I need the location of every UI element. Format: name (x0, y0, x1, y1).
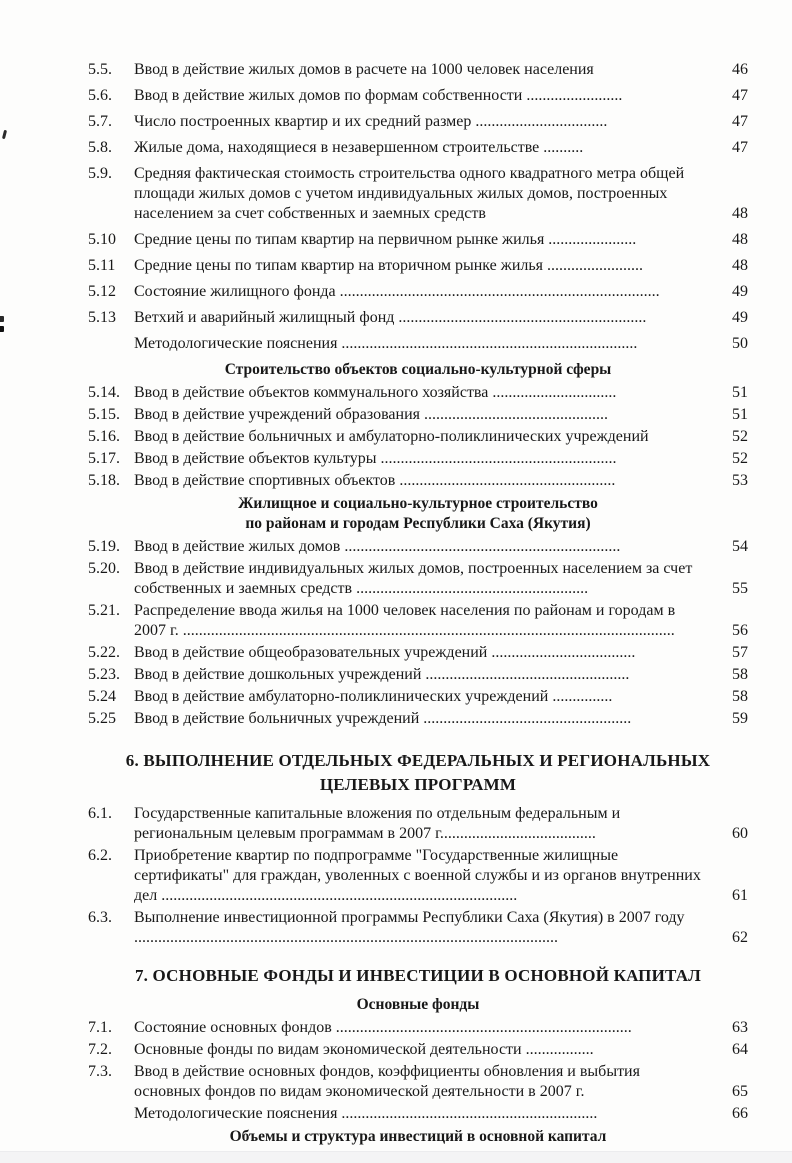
entry-page-number: 49 (732, 283, 748, 300)
subsection-header-line: Жилищное и социально-культурное строительство (238, 495, 598, 512)
toc-entry-row (88, 804, 748, 844)
subsection-header (88, 995, 748, 1015)
entry-page-number: 49 (732, 309, 748, 326)
entry-title: Выполнение инвестиционной программы Республики Саха (Якутия) в 2007 году .......................................................................................................... (134, 909, 685, 946)
toc-content (88, 60, 748, 1163)
toc-entry-row (88, 908, 748, 948)
subsection-header (88, 494, 748, 534)
entry-page-number: 48 (732, 231, 748, 248)
entry-page-number: 51 (732, 406, 748, 423)
subsection-header (88, 1127, 748, 1147)
entry-page-number: 50 (732, 335, 748, 352)
entry-title: Ввод в действие спортивных объектов ...................................................... (134, 472, 616, 489)
entry-number: 5.7. (88, 113, 112, 130)
entry-page-number: 60 (732, 825, 748, 842)
entry-number: 5.8. (88, 139, 112, 156)
entry-page-number: 63 (732, 1019, 748, 1036)
entry-title: Ввод в действие основных фондов, коэффициенты обновления и выбытия основных фондов по видам экономической деятельности в 2007 г. (134, 1063, 640, 1100)
entry-title: Состояние жилищного фонда ................................................................................ (134, 283, 660, 300)
toc-entry-row (88, 164, 748, 224)
entry-number: 5.15. (88, 406, 120, 423)
toc-entry-row (88, 256, 748, 276)
entry-title: Ввод в действие больничных и амбулаторно-поликлинических учреждений (134, 428, 649, 445)
scan-artifact-edge-marks (0, 316, 4, 322)
toc-entry-row (88, 1104, 748, 1124)
entry-title: Ввод в действие амбулаторно-поликлинических учреждений ............... (134, 688, 613, 705)
subsection-header-line: Строительство объектов социально-культурной сферы (224, 361, 612, 378)
toc-section (88, 804, 748, 948)
entry-title: Ветхий и аварийный жилищный фонд .............................................................. (134, 309, 647, 326)
entry-number: 5.22. (88, 644, 120, 661)
entry-title: Число построенных квартир и их средний размер ................................. (134, 113, 608, 130)
entry-page-number: 47 (732, 87, 748, 104)
toc-entry-row (88, 308, 748, 328)
entry-page-number: 57 (732, 644, 748, 661)
toc-entry-row (88, 138, 748, 158)
entry-number: 6.2. (88, 847, 112, 864)
entry-title: Ввод в действие жилых домов в расчете на 1000 человек населения (134, 61, 594, 78)
toc-entry-row (88, 665, 748, 685)
entry-title: Методологические пояснения .......................................................................... (134, 335, 638, 352)
entry-page-number: 52 (732, 428, 748, 445)
entry-number: 5.12 (88, 283, 116, 300)
toc-section (88, 60, 748, 354)
entry-title: Ввод в действие дошкольных учреждений ................................................... (134, 666, 630, 683)
entry-page-number: 46 (732, 61, 748, 78)
entry-page-number: 52 (732, 450, 748, 467)
entry-title: Ввод в действие учреждений образования .............................................. (134, 406, 608, 423)
toc-entry-row (88, 86, 748, 106)
toc-entry-row (88, 846, 748, 906)
entry-page-number: 47 (732, 113, 748, 130)
toc-entry-row (88, 282, 748, 302)
subsection-header-line: Основные фонды (356, 996, 480, 1013)
entry-number: 7.3. (88, 1063, 112, 1080)
toc-entry-row (88, 449, 748, 469)
entry-number: 5.5. (88, 61, 112, 78)
entry-number: 5.20. (88, 560, 120, 577)
entry-number: 5.13 (88, 309, 116, 326)
entry-page-number: 66 (732, 1105, 748, 1122)
entry-title: Средняя фактическая стоимость строительства одного квадратного метра общей площади жилых домов с учетом индивидуальных жилых домов, построенных населением за счет собственных и заемных средств (134, 165, 685, 222)
subsection-header (88, 360, 748, 380)
entry-number: 5.17. (88, 450, 120, 467)
section-header: 7. ОСНОВНЫЕ ФОНДЫ И ИНВЕСТИЦИИ В ОСНОВНОЙ КАПИТАЛ (134, 966, 702, 985)
toc-entry-row (88, 559, 748, 599)
toc-entry-row (88, 709, 748, 729)
entry-page-number: 55 (732, 580, 748, 597)
toc-entry-row (88, 112, 748, 132)
toc-section (88, 383, 748, 491)
entry-number: 5.16. (88, 428, 120, 445)
entry-page-number: 62 (732, 929, 748, 946)
entry-page-number: 51 (732, 384, 748, 401)
entry-number: 7.2. (88, 1041, 112, 1058)
entry-number: 5.14. (88, 384, 120, 401)
toc-entry-row (88, 537, 748, 557)
entry-title: Основные фонды по видам экономической деятельности ................. (134, 1041, 594, 1058)
entry-page-number: 56 (732, 622, 748, 639)
entry-number: 5.23. (88, 666, 120, 683)
entry-title: Методологические пояснения ................................................................ (134, 1105, 598, 1122)
entry-title: Ввод в действие объектов коммунального хозяйства ............................... (134, 384, 617, 401)
entry-title: Ввод в действие жилых домов по формам собственности ........................ (134, 87, 623, 104)
entry-page-number: 61 (732, 887, 748, 904)
entry-title: Государственные капитальные вложения по отдельным федеральным и региональным целевым программам в 2007 г....................................... (134, 805, 621, 842)
toc-entry-row (88, 1062, 748, 1102)
entry-number: 5.9. (88, 165, 112, 182)
entry-page-number: 65 (732, 1083, 748, 1100)
toc-entry-row (88, 60, 748, 80)
entry-page-number: 58 (732, 666, 748, 683)
entry-title: Приобретение квартир по подпрограмме "Государственные жилищные сертификаты" для граждан, уволенных с военной службы и из органов внутренних дел ......................................................................................... (134, 847, 701, 904)
entry-page-number: 53 (732, 472, 748, 489)
section-header: 6. ВЫПОЛНЕНИЕ ОТДЕЛЬНЫХ ФЕДЕРАЛЬНЫХ И РЕГИОНАЛЬНЫХ ЦЕЛЕВЫХ ПРОГРАММ (125, 751, 711, 794)
toc-entry-row (88, 1040, 748, 1060)
entry-page-number: 59 (732, 710, 748, 727)
scan-artifact-speck (2, 130, 7, 139)
subsection-header-line: Объемы и структура инвестиций в основной капитал (229, 1128, 607, 1145)
entry-number: 5.10 (88, 231, 116, 248)
entry-number: 5.6. (88, 87, 112, 104)
entry-title: Ввод в действие общеобразовательных учреждений .................................... (134, 644, 636, 661)
toc-entry-row (88, 334, 748, 354)
entry-title: Средние цены по типам квартир на вторичном рынке жилья ........................ (134, 257, 644, 274)
entry-page-number: 48 (732, 257, 748, 274)
entry-page-number: 47 (732, 139, 748, 156)
entry-page-number: 54 (732, 538, 748, 555)
entry-page-number: 64 (732, 1041, 748, 1058)
toc-entry-row (88, 601, 748, 641)
entry-title: Ввод в действие больничных учреждений .................................................... (134, 710, 632, 727)
entry-number: 5.11 (88, 257, 116, 274)
entry-title: Ввод в действие объектов культуры ........................................................... (134, 450, 617, 467)
entry-number: 6.3. (88, 909, 112, 926)
toc-entry-row (88, 687, 748, 707)
entry-number: 5.24 (88, 688, 116, 705)
toc-entry-row (88, 383, 748, 403)
entry-title: Ввод в действие индивидуальных жилых домов, построенных населением за счет собственных и заемных средств .......................................................... (134, 560, 693, 597)
toc-entry-row (88, 471, 748, 491)
entry-page-number: 58 (732, 688, 748, 705)
entry-title: Ввод в действие жилых домов ..................................................................... (134, 538, 621, 555)
toc-entry-row (88, 405, 748, 425)
entry-number: 5.21. (88, 602, 120, 619)
entry-number: 5.25 (88, 710, 116, 727)
entry-number: 5.19. (88, 538, 120, 555)
entry-number: 6.1. (88, 805, 112, 822)
entry-title: Средние цены по типам квартир на первичном рынке жилья ...................... (134, 231, 637, 248)
entry-title: Распределение ввода жилья на 1000 человек населения по районам и городам в 2007 г. ........................................................................................................................... (134, 602, 676, 639)
toc-entry-row (88, 427, 748, 447)
entry-number: 5.18. (88, 472, 120, 489)
scan-page-edge (0, 1151, 792, 1163)
toc-entry-row (88, 643, 748, 663)
toc-section (88, 537, 748, 729)
entry-page-number: 48 (732, 205, 748, 222)
subsection-header-line: по районам и городам Республики Саха (Якутия) (245, 515, 591, 532)
entry-number: 7.1. (88, 1019, 112, 1036)
entry-title: Жилые дома, находящиеся в незавершенном строительстве .......... (134, 139, 584, 156)
toc-section (88, 1018, 748, 1124)
toc-entry-row (88, 230, 748, 250)
toc-entry-row (88, 1018, 748, 1038)
entry-title: Состояние основных фондов .......................................................................... (134, 1019, 632, 1036)
